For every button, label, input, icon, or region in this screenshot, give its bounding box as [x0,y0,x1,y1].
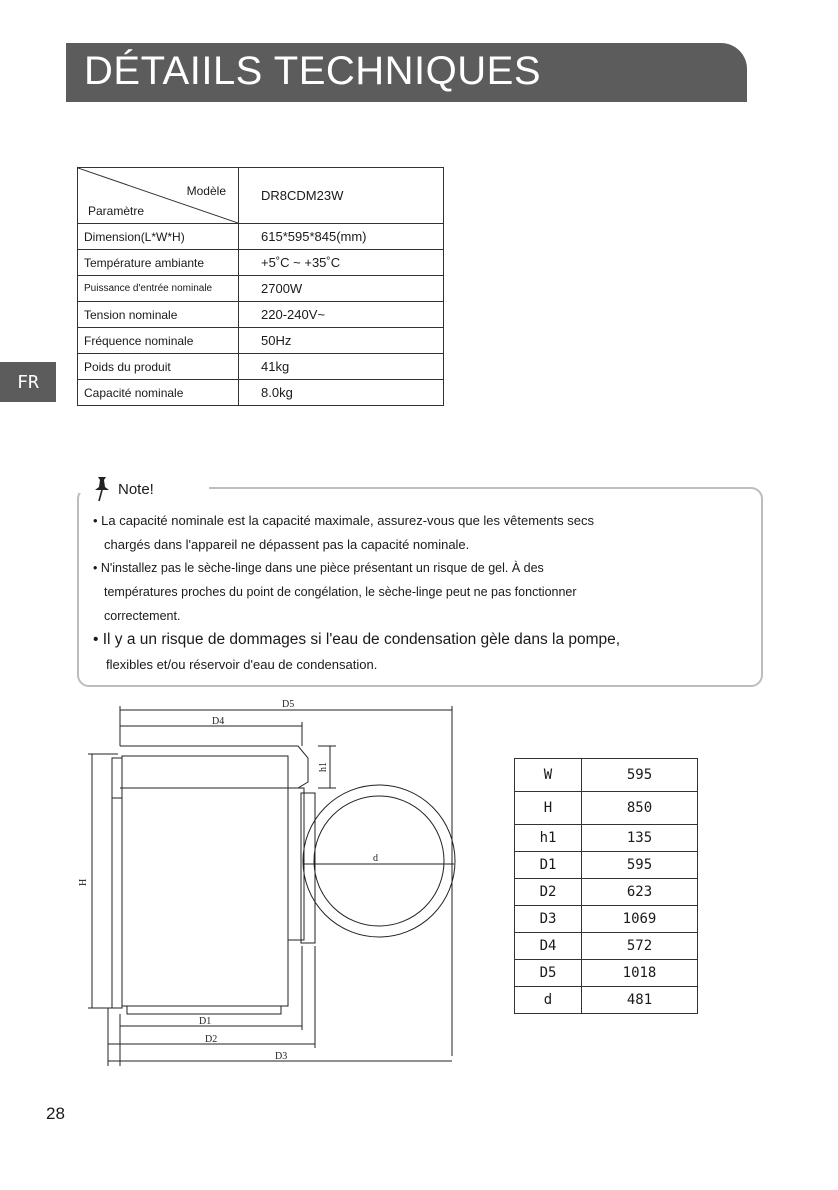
param-value: 220-240V~ [239,302,444,328]
label-d5: D5 [282,699,295,710]
note-line: correctement. [104,609,181,623]
dim-key: D2 [515,879,582,906]
dim-value: 135 [582,825,698,852]
table-row [78,354,444,380]
label-d: d [373,853,378,864]
dimensions-table [514,758,698,1014]
table-row [78,380,444,406]
dim-value: 1018 [582,960,698,987]
note-line: flexibles et/ou réservoir d'eau de condensation. [106,657,378,672]
parameter-header-label: Paramètre [88,204,145,218]
dim-value: 572 [582,933,698,960]
table-header-row [78,168,444,224]
table-row [515,852,698,879]
note-line: • N'installez pas le sèche-linge dans une pièce présentant un risque de gel. À des [93,561,544,575]
param-label: Température ambiante [78,250,239,276]
table-row [515,987,698,1014]
page-title: DÉTAIILS TECHNIQUES [84,49,541,93]
table-row [515,879,698,906]
dim-key: H [515,792,582,825]
param-label: Fréquence nominale [78,328,239,354]
dim-key: D4 [515,933,582,960]
parameters-table [77,167,444,406]
pushpin-icon [92,476,112,502]
table-row [78,302,444,328]
dim-key: W [515,759,582,792]
param-label: Tension nominale [78,302,239,328]
label-d2: D2 [205,1034,218,1045]
model-header-label: Modèle [186,184,226,198]
title-bar [66,43,747,102]
note-line: chargés dans l'appareil ne dépassent pas la capacité nominale. [104,537,470,552]
page-number: 28 [46,1104,65,1123]
dim-value: 850 [582,792,698,825]
param-value: 50Hz [239,328,444,354]
table-row [78,276,444,302]
label-d1: D1 [199,1016,212,1027]
label-h1: h1 [318,762,329,772]
label-h: H [78,878,89,886]
param-value: 2700W [239,276,444,302]
table-row [515,825,698,852]
table-row [515,933,698,960]
dimension-drawing [72,696,472,1068]
dim-key: D3 [515,906,582,933]
note-line: températures proches du point de congélation, le sèche-linge peut ne pas fonctionner [104,585,577,599]
language-tab: FR [0,362,56,402]
diagonal-header-cell [78,168,239,224]
dim-value: 623 [582,879,698,906]
note-line: • Il y a un risque de dommages si l'eau de condensation gèle dans la pompe, [93,631,621,648]
param-label: Poids du produit [78,354,239,380]
dim-key: D1 [515,852,582,879]
note-line: • La capacité nominale est la capacité maximale, assurez-vous que les vêtements secs [93,513,594,528]
model-value: DR8CDM23W [239,168,444,224]
note-header [92,476,162,502]
param-value: 41kg [239,354,444,380]
table-row [515,960,698,987]
note-title: Note! [118,480,154,498]
dim-value: 595 [582,852,698,879]
dim-key: d [515,987,582,1014]
table-row [78,250,444,276]
param-value: 615*595*845(mm) [239,224,444,250]
table-row [515,792,698,825]
dim-key: h1 [515,825,582,852]
table-row [78,328,444,354]
param-label: Dimension(L*W*H) [78,224,239,250]
dim-key: D5 [515,960,582,987]
table-row [515,906,698,933]
table-row [515,759,698,792]
dim-value: 595 [582,759,698,792]
dim-value: 481 [582,987,698,1014]
label-d4: D4 [212,716,225,727]
label-d3: D3 [275,1051,288,1062]
dim-value: 1069 [582,906,698,933]
table-row [78,224,444,250]
param-value: 8.0kg [239,380,444,406]
param-value: +5˚C ~ +35˚C [239,250,444,276]
param-label: Puissance d'entrée nominale [78,276,239,302]
param-label: Capacité nominale [78,380,239,406]
